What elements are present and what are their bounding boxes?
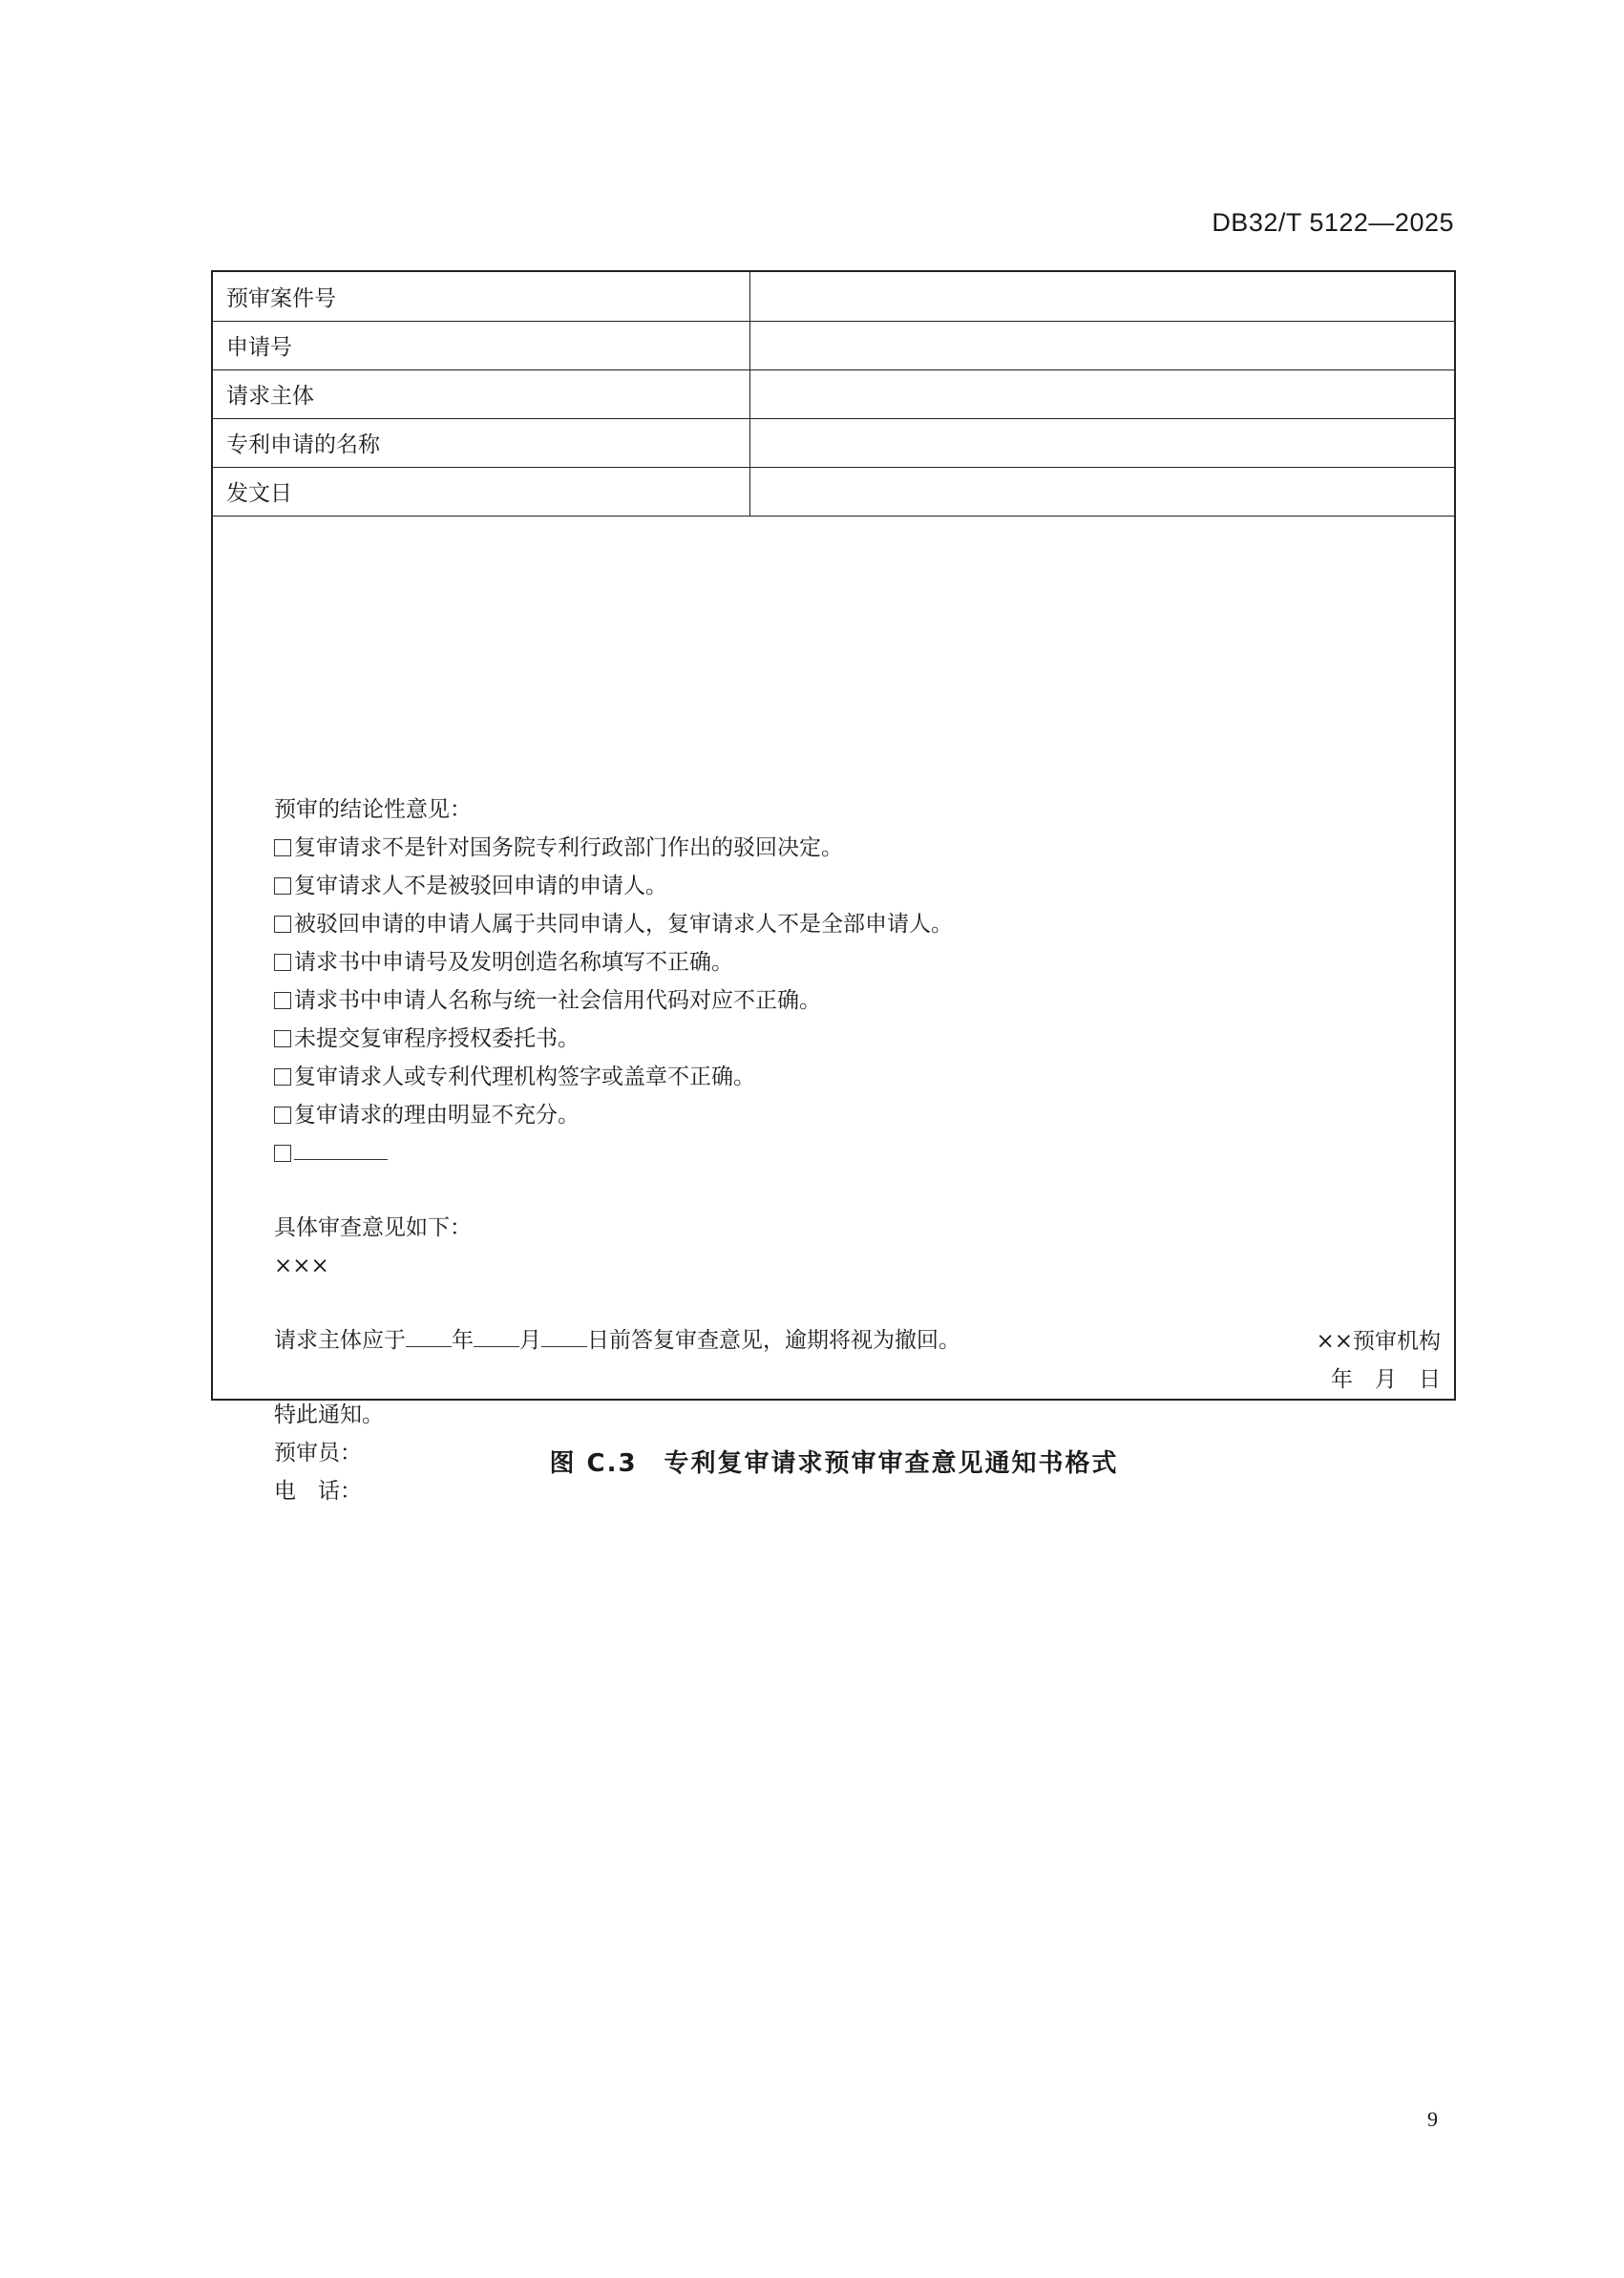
issue-date-value bbox=[749, 467, 1454, 516]
option-item: 复审请求人不是被驳回申请的申请人。 bbox=[274, 872, 667, 900]
checkbox[interactable] bbox=[274, 1145, 291, 1162]
requester-label: 请求主体 bbox=[213, 369, 749, 418]
standard-code: DB32/T 5122—2025 bbox=[1212, 208, 1454, 237]
checkbox[interactable] bbox=[274, 839, 291, 856]
application-number-label: 申请号 bbox=[213, 321, 749, 369]
case-number-label: 预审案件号 bbox=[213, 272, 749, 321]
option-item: 复审请求的理由明显不充分。 bbox=[274, 1101, 580, 1129]
table-row bbox=[213, 467, 1454, 516]
option-item: 请求书中申请号及发明创造名称填写不正确。 bbox=[274, 948, 733, 977]
case-number-value bbox=[749, 272, 1454, 321]
application-number-value bbox=[749, 321, 1454, 369]
info-table bbox=[213, 272, 1454, 517]
signature-org: ××预审机构 bbox=[1316, 1329, 1441, 1354]
page-number: 9 bbox=[1427, 2107, 1438, 2131]
patent-name-label: 专利申请的名称 bbox=[213, 418, 749, 467]
year-blank[interactable] bbox=[406, 1327, 452, 1347]
figure-caption: 图 C.3 专利复审请求预审审查意见通知书格式 bbox=[549, 1449, 1119, 1478]
option-item: 未提交复审程序授权委托书。 bbox=[274, 1024, 580, 1053]
table-row bbox=[213, 272, 1454, 321]
table-row bbox=[213, 418, 1454, 467]
issue-date-label: 发文日 bbox=[213, 467, 749, 516]
checkbox[interactable] bbox=[274, 992, 291, 1009]
table-row bbox=[213, 321, 1454, 369]
detail-placeholder: ××× bbox=[274, 1254, 329, 1278]
checkbox[interactable] bbox=[274, 1107, 291, 1124]
option-item: 复审请求不是针对国务院专利行政部门作出的驳回决定。 bbox=[274, 833, 843, 862]
option-item-other bbox=[274, 1139, 388, 1168]
deadline-line: 请求主体应于 年 月 日前答复审查意见，逾期将视为撤回。 bbox=[274, 1328, 960, 1353]
requester-value bbox=[749, 369, 1454, 418]
detail-heading: 具体审查意见如下： bbox=[274, 1215, 472, 1240]
signature-date: 年 月 日 bbox=[1331, 1367, 1441, 1392]
checkbox[interactable] bbox=[274, 954, 291, 971]
option-item: 被驳回申请的申请人属于共同申请人，复审请求人不是全部申请人。 bbox=[274, 910, 953, 939]
option-item: 请求书中申请人名称与统一社会信用代码对应不正确。 bbox=[274, 986, 821, 1015]
patent-name-value bbox=[749, 418, 1454, 467]
other-blank[interactable] bbox=[294, 1140, 388, 1160]
checkbox[interactable] bbox=[274, 1030, 291, 1047]
opinion-heading: 预审的结论性意见： bbox=[274, 797, 472, 822]
checkbox[interactable] bbox=[274, 1068, 291, 1086]
examiner-label: 预审员： bbox=[274, 1441, 362, 1466]
table-row bbox=[213, 369, 1454, 418]
notice-text: 特此通知。 bbox=[274, 1403, 384, 1427]
checkbox[interactable] bbox=[274, 916, 291, 933]
checkbox[interactable] bbox=[274, 877, 291, 895]
option-item: 复审请求人或专利代理机构签字或盖章不正确。 bbox=[274, 1063, 755, 1091]
phone-label: 电 话： bbox=[274, 1479, 362, 1504]
month-blank[interactable] bbox=[474, 1327, 519, 1347]
day-blank[interactable] bbox=[541, 1327, 587, 1347]
